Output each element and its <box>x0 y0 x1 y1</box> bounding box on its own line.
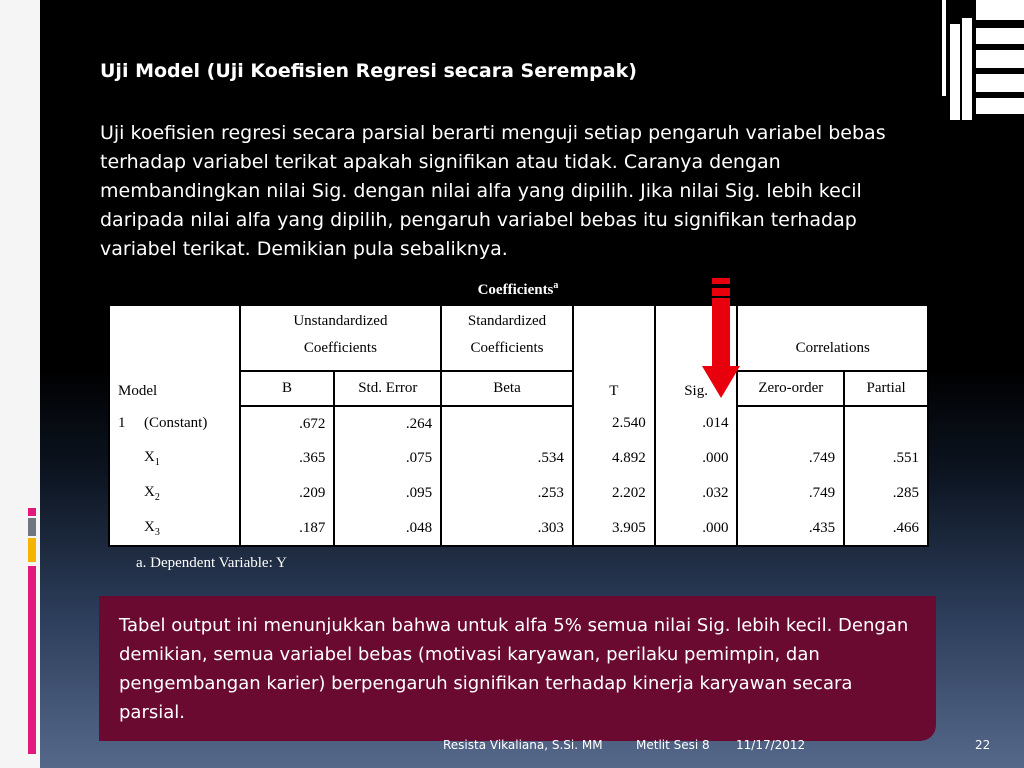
header-zero-order: Zero-order <box>737 371 844 406</box>
row-label: $X_2$ <box>109 476 240 511</box>
decor-band-yellow <box>28 538 36 562</box>
model-number: 1 <box>118 415 126 431</box>
header-std-1: Standardized <box>441 305 573 336</box>
row-label: $X_3$ <box>109 511 240 546</box>
header-partial: Partial <box>844 371 928 406</box>
coefficients-table <box>108 304 929 547</box>
callout-text: Tabel output ini menunjukkan bahwa untuk alfa 5% semua nilai Sig. lebih kecil. Dengan demikian, semua variabel bebas (motivasi karyawan, perilaku pemimpin, dan pengembangan karier) berpengaruh signifikan terhadap kinerja karyawan secara parsial. <box>119 615 909 723</box>
footer-page-number: 22 <box>975 738 991 752</box>
header-row-1 <box>109 305 928 336</box>
conclusion-callout <box>99 596 936 741</box>
header-unstd-2: Coefficients <box>240 336 441 371</box>
header-std-2: Coefficients <box>441 336 573 371</box>
footer-course: Metlit Sesi 8 <box>636 738 710 752</box>
footer-author: Resista Vikaliana, S.Si. MM <box>443 738 603 752</box>
decor-band-pink <box>28 566 36 754</box>
header-std-error: Std. Error <box>334 371 441 406</box>
table-title-text: Coefficients <box>477 282 554 298</box>
row-label: 1 (Constant) <box>109 406 240 441</box>
table-title-sup: a <box>553 280 559 291</box>
slide-paragraph: Uji koefisien regresi secara parsial berarti menguji setiap pengaruh variabel bebas terhadap variabel terikat apakah signifikan atau tidak. Caranya dengan membandingkan nilai Sig. dengan nilai alfa yang dipilih. Jika nilai Sig. lebih kecil daripada nilai alfa yang dipilih, pengaruh variabel bebas itu signifikan terhadap variabel terikat. Demikian pula sebaliknya. <box>100 122 886 260</box>
header-model: Model <box>109 305 240 406</box>
header-correlations: Correlations <box>737 336 928 371</box>
left-decor-strip <box>0 0 40 768</box>
red-arrow-down-icon <box>702 278 740 400</box>
footer-date: 11/17/2012 <box>736 738 806 752</box>
table-row: $X_2$ .209 .095 .253 2.202 .032 .749 .285 <box>109 476 928 511</box>
decor-band-gray <box>28 518 36 536</box>
table-row: 1 (Constant) .672 .264 2.540 .014 <box>109 406 928 441</box>
decor-band-pink-top <box>28 508 36 516</box>
header-b: B <box>240 371 335 406</box>
table-row: $X_3$ .187 .048 .303 3.905 .000 .435 .466 <box>109 511 928 546</box>
table-title <box>0 280 1024 299</box>
slide-title: Uji Model (Uji Koefisien Regresi secara Serempak) <box>100 60 637 82</box>
row-label: $X_1$ <box>109 441 240 476</box>
header-sig: Sig. <box>655 305 738 406</box>
top-right-decoration <box>942 0 1024 120</box>
table-row: $X_1$ .365 .075 .534 4.892 .000 .749 .551 <box>109 441 928 476</box>
dependent-variable-note: a. Dependent Variable: Y <box>136 555 287 571</box>
header-beta: Beta <box>441 371 573 406</box>
header-t: T <box>573 305 655 406</box>
header-unstd-1: Unstandardized <box>240 305 441 336</box>
